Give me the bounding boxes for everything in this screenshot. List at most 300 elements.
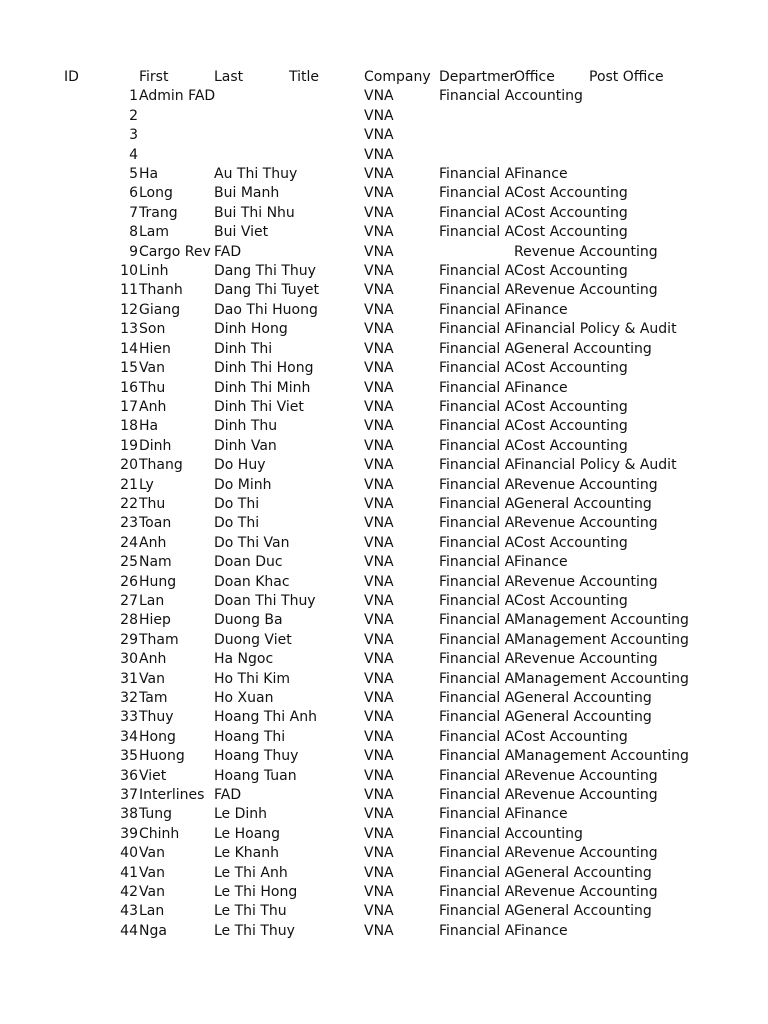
cell-company: VNA — [364, 922, 394, 939]
cell-office: Finance — [514, 806, 568, 823]
cell-last: Ho Xuan — [214, 690, 274, 706]
cell-id: 39 — [120, 825, 138, 842]
table-row — [0, 107, 768, 126]
cell-company: VNA — [364, 534, 394, 551]
cell-id: 32 — [120, 690, 138, 706]
cell-office: Revenue Accounting — [514, 787, 658, 804]
cell-office: Financial Policy & Audit — [514, 457, 677, 474]
cell-office: Revenue Accounting — [514, 573, 658, 590]
cell-first: Ha — [139, 418, 159, 435]
cell-office: General Accounting — [514, 864, 652, 881]
cell-id: 34 — [120, 728, 138, 745]
header-office: Office — [514, 69, 555, 85]
cell-company: VNA — [364, 204, 394, 221]
cell-first: Hong — [139, 728, 176, 745]
table-row — [0, 301, 768, 320]
cell-id: 24 — [120, 534, 138, 551]
cell-office: Revenue Accounting — [514, 767, 658, 784]
cell-office: Management Accounting — [514, 631, 689, 648]
table-row — [0, 87, 768, 106]
cell-id: 22 — [120, 495, 138, 512]
cell-id: 19 — [120, 437, 138, 454]
cell-first: Thu — [139, 495, 166, 512]
cell-last: Bui Manh — [214, 185, 280, 202]
cell-company: VNA — [364, 457, 394, 474]
cell-company: VNA — [364, 573, 394, 590]
cell-id: 15 — [120, 360, 138, 377]
cell-company: VNA — [364, 88, 394, 105]
cell-first: Linh — [139, 263, 169, 280]
cell-last: Le Khanh — [214, 845, 279, 862]
cell-last: Hoang Tuan — [214, 767, 297, 784]
cell-department: Financial Accounting — [439, 825, 583, 842]
cell-department: Financial A — [439, 690, 515, 706]
cell-company: VNA — [364, 418, 394, 435]
cell-id: 40 — [120, 845, 138, 862]
table-row — [0, 902, 768, 921]
cell-company: VNA — [364, 787, 394, 804]
cell-last: Dang Thi Tuyet — [214, 282, 320, 299]
cell-first: Chinh — [139, 825, 180, 842]
table-row — [0, 262, 768, 281]
table-row — [0, 631, 768, 650]
cell-id: 41 — [120, 864, 138, 881]
cell-first: Huong — [139, 748, 185, 765]
cell-first: Anh — [139, 534, 167, 551]
cell-last: Doan Thi Thuy — [214, 592, 316, 609]
cell-last: Bui Thi Nhu — [214, 204, 295, 221]
cell-last: Ha Ngoc — [214, 651, 274, 668]
cell-id: 7 — [129, 204, 138, 221]
table-row — [0, 553, 768, 572]
cell-office: Cost Accounting — [514, 185, 628, 202]
cell-first: Thu — [139, 379, 166, 396]
table-row — [0, 670, 768, 689]
cell-department: Financial A — [439, 321, 515, 338]
cell-id: 44 — [120, 922, 138, 939]
cell-first: Trang — [139, 204, 178, 221]
cell-last: Do Thi — [214, 495, 260, 512]
cell-last: Duong Viet — [214, 631, 292, 648]
cell-id: 27 — [120, 592, 138, 609]
table-row — [0, 611, 768, 630]
cell-first: Thang — [139, 457, 183, 474]
cell-company: VNA — [364, 185, 394, 202]
cell-last: Hoang Thi Anh — [214, 709, 317, 726]
cell-first: Lam — [139, 224, 170, 241]
cell-company: VNA — [364, 767, 394, 784]
cell-department: Financial A — [439, 476, 515, 493]
cell-last: Dinh Thi — [214, 340, 273, 357]
table-row — [0, 767, 768, 786]
cell-last: Le Dinh — [214, 806, 268, 823]
cell-department: Financial A — [439, 651, 515, 668]
cell-last: Do Huy — [214, 457, 266, 474]
cell-department: Financial A — [439, 864, 515, 881]
cell-department: Financial A — [439, 398, 515, 415]
header-title: Title — [289, 69, 320, 85]
cell-id: 38 — [120, 806, 138, 823]
cell-last: Ho Thi Kim — [214, 670, 291, 687]
cell-last: Do Minh — [214, 476, 272, 493]
cell-first: Viet — [139, 767, 167, 784]
cell-last: Dinh Thi Viet — [214, 398, 304, 415]
table-row — [0, 146, 768, 165]
cell-id: 31 — [120, 670, 138, 687]
cell-id: 33 — [120, 709, 138, 726]
cell-first: Van — [139, 864, 165, 881]
cell-company: VNA — [364, 864, 394, 881]
cell-company: VNA — [364, 243, 394, 260]
cell-department: Financial A — [439, 709, 515, 726]
cell-id: 29 — [120, 631, 138, 648]
cell-id: 2 — [129, 107, 138, 124]
cell-office: Finance — [514, 301, 568, 318]
cell-last: Le Thi Thu — [214, 903, 287, 920]
table-row — [0, 417, 768, 436]
cell-first: Lan — [139, 592, 165, 609]
cell-last: Bui Viet — [214, 224, 269, 241]
table-row — [0, 476, 768, 495]
cell-office: Cost Accounting — [514, 263, 628, 280]
cell-id: 6 — [129, 185, 138, 202]
cell-last: Dao Thi Huong — [214, 301, 318, 318]
cell-last: Le Hoang — [214, 825, 281, 842]
cell-department: Financial A — [439, 301, 515, 318]
cell-company: VNA — [364, 670, 394, 687]
cell-first: Lan — [139, 903, 165, 920]
cell-department: Financial A — [439, 670, 515, 687]
cell-office: General Accounting — [514, 690, 652, 706]
cell-first: Tham — [139, 631, 179, 648]
cell-company: VNA — [364, 107, 394, 124]
cell-company: VNA — [364, 127, 394, 144]
cell-office: Revenue Accounting — [514, 243, 658, 260]
cell-company: VNA — [364, 845, 394, 862]
cell-company: VNA — [364, 748, 394, 765]
cell-first: Tam — [139, 690, 168, 706]
cell-id: 8 — [129, 224, 138, 241]
table-row — [0, 437, 768, 456]
cell-office: Revenue Accounting — [514, 845, 658, 862]
cell-first: Cargo Rev — [139, 243, 211, 260]
cell-first: Long — [139, 185, 173, 202]
cell-office: Revenue Accounting — [514, 884, 658, 901]
cell-department: Financial A — [439, 534, 515, 551]
header-last: Last — [214, 69, 244, 85]
cell-last: Dinh Hong — [214, 321, 288, 338]
cell-company: VNA — [364, 806, 394, 823]
table-row — [0, 204, 768, 223]
cell-department: Financial A — [439, 845, 515, 862]
cell-company: VNA — [364, 728, 394, 745]
table-row — [0, 864, 768, 883]
cell-id: 23 — [120, 515, 138, 532]
cell-company: VNA — [364, 825, 394, 842]
cell-first: Interlines — [139, 787, 205, 804]
table-row — [0, 223, 768, 242]
cell-id: 9 — [129, 243, 138, 260]
table-row — [0, 689, 768, 708]
cell-office: Cost Accounting — [514, 360, 628, 377]
cell-id: 25 — [120, 554, 138, 571]
cell-company: VNA — [364, 612, 394, 629]
table-row — [0, 398, 768, 417]
cell-department: Financial A — [439, 612, 515, 629]
table-body — [0, 87, 768, 941]
header-post-office: Post Office — [589, 69, 664, 85]
cell-first: Hien — [139, 340, 171, 357]
cell-department: Financial A — [439, 418, 515, 435]
cell-department: Financial A — [439, 554, 515, 571]
cell-department: Financial A — [439, 922, 515, 939]
cell-id: 35 — [120, 748, 138, 765]
cell-last: Doan Khac — [214, 573, 290, 590]
cell-department: Financial A — [439, 903, 515, 920]
table-row — [0, 708, 768, 727]
cell-company: VNA — [364, 360, 394, 377]
cell-id: 1 — [129, 88, 138, 105]
table-row — [0, 320, 768, 339]
cell-id: 10 — [120, 263, 138, 280]
cell-office: Revenue Accounting — [514, 515, 658, 532]
cell-department: Financial A — [439, 767, 515, 784]
cell-last: Hoang Thuy — [214, 748, 299, 765]
table-row — [0, 340, 768, 359]
cell-company: VNA — [364, 903, 394, 920]
cell-department: Financial A — [439, 787, 515, 804]
cell-last: Doan Duc — [214, 554, 283, 571]
table-row — [0, 844, 768, 863]
cell-last: Le Thi Anh — [214, 864, 288, 881]
cell-last: Dang Thi Thuy — [214, 263, 316, 280]
cell-department: Financial A — [439, 728, 515, 745]
cell-last: Le Thi Thuy — [214, 922, 295, 939]
cell-first: Anh — [139, 651, 167, 668]
table-row — [0, 534, 768, 553]
cell-company: VNA — [364, 690, 394, 706]
cell-company: VNA — [364, 884, 394, 901]
cell-office: Cost Accounting — [514, 534, 628, 551]
cell-company: VNA — [364, 554, 394, 571]
cell-company: VNA — [364, 515, 394, 532]
cell-company: VNA — [364, 166, 394, 183]
cell-first: Van — [139, 670, 165, 687]
cell-office: Finance — [514, 166, 568, 183]
cell-company: VNA — [364, 321, 394, 338]
cell-last: Duong Ba — [214, 612, 283, 629]
cell-office: Cost Accounting — [514, 398, 628, 415]
cell-last: Dinh Thi Hong — [214, 360, 314, 377]
header-department: Departmer — [439, 69, 516, 85]
cell-first: Van — [139, 360, 165, 377]
cell-id: 4 — [129, 146, 138, 163]
cell-company: VNA — [364, 379, 394, 396]
cell-last: Do Thi — [214, 515, 260, 532]
cell-id: 5 — [129, 166, 138, 183]
table-row — [0, 728, 768, 747]
cell-department: Financial A — [439, 592, 515, 609]
cell-first: Ly — [139, 476, 154, 493]
table-row — [0, 514, 768, 533]
cell-department: Financial A — [439, 884, 515, 901]
cell-company: VNA — [364, 709, 394, 726]
table-row — [0, 456, 768, 475]
table-row — [0, 126, 768, 145]
cell-first: Admin FAD — [139, 88, 216, 105]
cell-first: Tung — [139, 806, 173, 823]
cell-id: 37 — [120, 787, 138, 804]
cell-company: VNA — [364, 146, 394, 163]
cell-last: Dinh Thi Minh — [214, 379, 311, 396]
cell-department: Financial A — [439, 748, 515, 765]
table-row — [0, 379, 768, 398]
cell-office: Cost Accounting — [514, 204, 628, 221]
cell-department: Financial A — [439, 495, 515, 512]
cell-department: Financial A — [439, 185, 515, 202]
cell-id: 20 — [120, 457, 138, 474]
cell-office: Finance — [514, 922, 568, 939]
table-row — [0, 747, 768, 766]
table-row — [0, 495, 768, 514]
cell-first: Ha — [139, 166, 159, 183]
cell-department: Financial A — [439, 437, 515, 454]
cell-id: 36 — [120, 767, 138, 784]
cell-company: VNA — [364, 398, 394, 415]
cell-id: 18 — [120, 418, 138, 435]
cell-last: Do Thi Van — [214, 534, 290, 551]
cell-first: Toan — [139, 515, 172, 532]
cell-department: Financial A — [439, 806, 515, 823]
cell-company: VNA — [364, 651, 394, 668]
cell-company: VNA — [364, 340, 394, 357]
cell-first: Thuy — [139, 709, 174, 726]
cell-department: Financial A — [439, 166, 515, 183]
table-row — [0, 592, 768, 611]
cell-office: Management Accounting — [514, 748, 689, 765]
cell-id: 14 — [120, 340, 138, 357]
cell-department: Financial A — [439, 515, 515, 532]
cell-last: Dinh Van — [214, 437, 277, 454]
cell-company: VNA — [364, 495, 394, 512]
table-row — [0, 573, 768, 592]
cell-department: Financial A — [439, 379, 515, 396]
table-row — [0, 922, 768, 941]
table-row — [0, 359, 768, 378]
cell-first: Dinh — [139, 437, 172, 454]
cell-office: Cost Accounting — [514, 437, 628, 454]
cell-department: Financial A — [439, 204, 515, 221]
cell-department: Financial A — [439, 282, 515, 299]
header-row — [0, 68, 768, 87]
cell-department: Financial Accounting — [439, 88, 583, 105]
cell-office: General Accounting — [514, 903, 652, 920]
table-row — [0, 805, 768, 824]
table-row — [0, 165, 768, 184]
cell-office: Cost Accounting — [514, 592, 628, 609]
cell-id: 42 — [120, 884, 138, 901]
cell-company: VNA — [364, 476, 394, 493]
cell-office: Revenue Accounting — [514, 476, 658, 493]
header-company: Company — [364, 69, 431, 85]
cell-id: 12 — [120, 301, 138, 318]
cell-id: 21 — [120, 476, 138, 493]
cell-id: 17 — [120, 398, 138, 415]
cell-company: VNA — [364, 282, 394, 299]
cell-office: Cost Accounting — [514, 418, 628, 435]
table-row — [0, 883, 768, 902]
header-id: ID — [64, 69, 79, 85]
cell-office: Cost Accounting — [514, 224, 628, 241]
cell-first: Thanh — [139, 282, 183, 299]
table-row — [0, 786, 768, 805]
cell-id: 43 — [120, 903, 138, 920]
cell-last: Le Thi Hong — [214, 884, 298, 901]
cell-company: VNA — [364, 631, 394, 648]
cell-department: Financial A — [439, 631, 515, 648]
table-row — [0, 184, 768, 203]
cell-office: General Accounting — [514, 709, 652, 726]
cell-office: Revenue Accounting — [514, 282, 658, 299]
cell-first: Van — [139, 884, 165, 901]
cell-id: 3 — [129, 127, 138, 144]
cell-last: Hoang Thi — [214, 728, 286, 745]
cell-office: Management Accounting — [514, 612, 689, 629]
cell-company: VNA — [364, 437, 394, 454]
cell-company: VNA — [364, 301, 394, 318]
cell-first: Van — [139, 845, 165, 862]
cell-company: VNA — [364, 592, 394, 609]
cell-id: 11 — [120, 282, 138, 299]
cell-first: Hiep — [139, 612, 171, 629]
cell-first: Giang — [139, 301, 181, 318]
cell-last: FAD — [214, 243, 242, 260]
cell-first: Hung — [139, 573, 177, 590]
cell-last: Au Thi Thuy — [214, 166, 298, 183]
cell-office: Revenue Accounting — [514, 651, 658, 668]
cell-first: Nam — [139, 554, 172, 571]
cell-id: 16 — [120, 379, 138, 396]
cell-first: Nga — [139, 922, 167, 939]
cell-id: 28 — [120, 612, 138, 629]
cell-office: Financial Policy & Audit — [514, 321, 677, 338]
cell-office: Cost Accounting — [514, 728, 628, 745]
cell-department: Financial A — [439, 224, 515, 241]
cell-office: Finance — [514, 554, 568, 571]
cell-office: General Accounting — [514, 495, 652, 512]
cell-first: Anh — [139, 398, 167, 415]
cell-department: Financial A — [439, 340, 515, 357]
header-first: First — [139, 69, 169, 85]
cell-office: Management Accounting — [514, 670, 689, 687]
spreadsheet — [0, 68, 768, 941]
table-row — [0, 825, 768, 844]
table-row — [0, 281, 768, 300]
cell-id: 26 — [120, 573, 138, 590]
cell-company: VNA — [364, 263, 394, 280]
table-row — [0, 243, 768, 262]
cell-office: Finance — [514, 379, 568, 396]
cell-department: Financial A — [439, 457, 515, 474]
cell-department: Financial A — [439, 263, 515, 280]
cell-department: Financial A — [439, 573, 515, 590]
cell-company: VNA — [364, 224, 394, 241]
cell-last: FAD — [214, 787, 242, 804]
table-row — [0, 650, 768, 669]
cell-first: Son — [139, 321, 166, 338]
cell-id: 30 — [120, 651, 138, 668]
cell-id: 13 — [120, 321, 138, 338]
